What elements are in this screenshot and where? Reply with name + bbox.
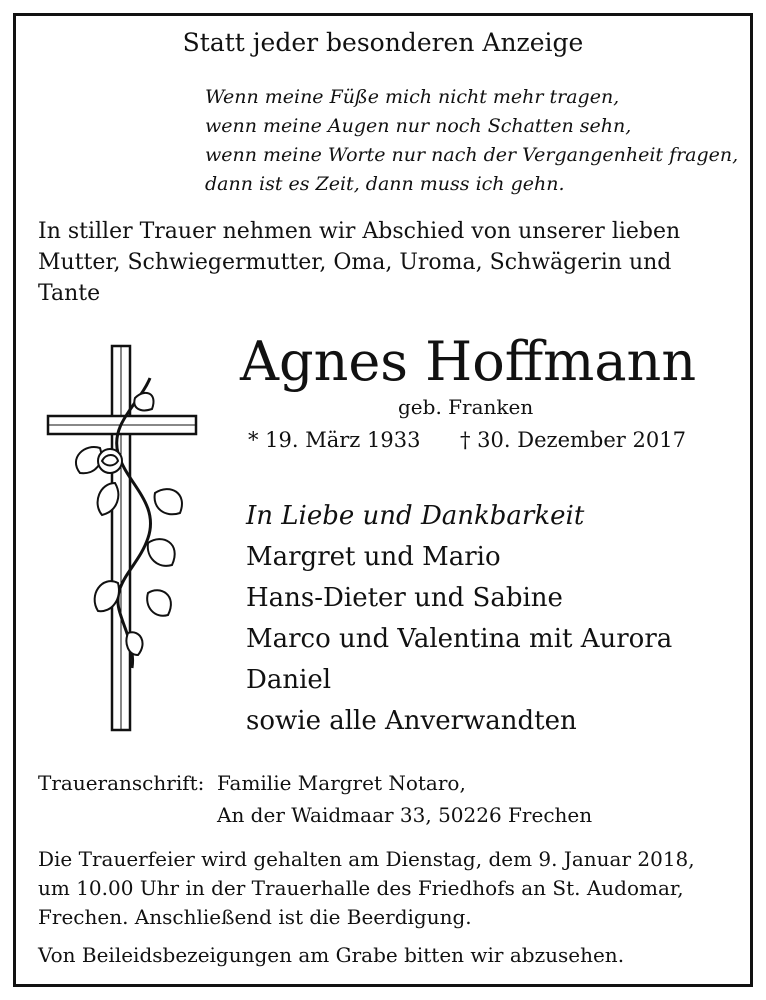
condolence-note: Von Beileidsbezeigungen am Grabe bitten wir abzusehen. — [38, 943, 625, 967]
address-label: Traueranschrift: — [38, 771, 205, 795]
birth-date: * 19. März 1933 — [248, 428, 421, 452]
poem-line: wenn meine Worte nur nach der Vergangenheit fragen, — [205, 144, 739, 166]
cross-with-rose-vine-icon — [40, 343, 210, 733]
poem-line: wenn meine Augen nur noch Schatten sehn, — [205, 115, 632, 137]
poem — [205, 83, 738, 199]
mourner-name: Margret und Mario — [246, 542, 501, 572]
address-line-2: An der Waidmaar 33, 50226 Frechen — [217, 803, 593, 827]
poem-line: dann ist es Zeit, dann muss ich gehn. — [205, 173, 565, 195]
mourner-name: sowie alle Anverwandten — [246, 706, 577, 736]
ceremony-line: um 10.00 Uhr in der Trauerhalle des Friedhofs an St. Audomar, — [38, 876, 684, 900]
address-line-1: Familie Margret Notaro, — [217, 771, 466, 795]
death-date: † 30. Dezember 2017 — [460, 428, 686, 452]
mourners-lead: In Liebe und Dankbarkeit — [246, 501, 585, 531]
mourner-name: Hans-Dieter und Sabine — [246, 583, 563, 613]
deceased-name: Agnes Hoffmann — [240, 330, 697, 393]
mourner-name: Daniel — [246, 665, 332, 695]
ceremony-line: Frechen. Anschließend ist die Beerdigung. — [38, 905, 472, 929]
mourner-name: Marco und Valentina mit Aurora — [246, 624, 673, 654]
intro-text: In stiller Trauer nehmen wir Abschied von unserer lieben Mutter, Schwiegermutter, Oma, Uroma, Schwägerin und Tante — [38, 219, 681, 306]
ceremony-line: Die Trauerfeier wird gehalten am Dienstag, dem 9. Januar 2018, — [38, 847, 695, 871]
mourners-list — [246, 496, 672, 742]
ceremony-info — [38, 845, 738, 932]
notice-header: Statt jeder besonderen Anzeige — [182, 28, 584, 57]
maiden-name: geb. Franken — [398, 395, 534, 419]
poem-line: Wenn meine Füße mich nicht mehr tragen, — [205, 86, 620, 108]
